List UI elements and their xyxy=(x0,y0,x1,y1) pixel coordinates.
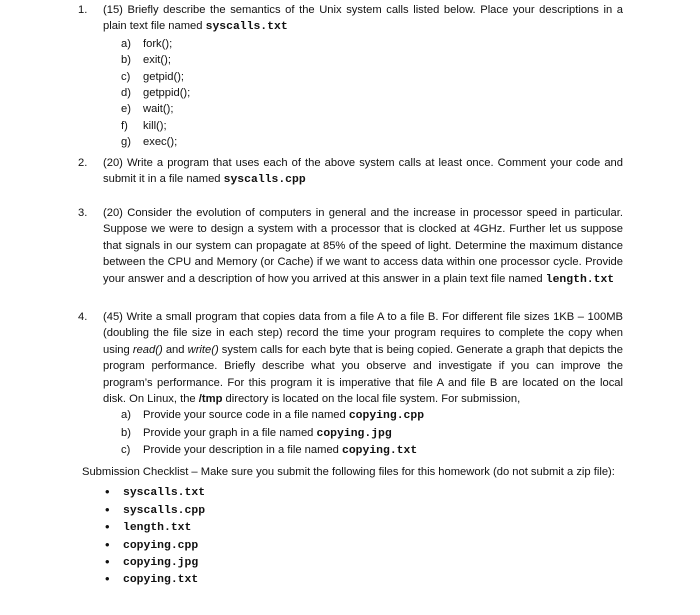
bullet-icon: • xyxy=(105,484,110,500)
filename: copying.txt xyxy=(123,574,199,587)
list-item xyxy=(105,537,622,554)
filename: copying.cpp xyxy=(348,410,425,423)
filename: copying.jpg xyxy=(123,557,199,570)
checklist-intro: Submission Checklist – Make sure you submit the following files for this homework (do not submit a zip file): xyxy=(82,466,615,478)
bullet-icon: • xyxy=(105,519,110,535)
question-number: 4. xyxy=(78,311,88,323)
bullet-icon: • xyxy=(105,554,110,570)
list-item: a) Provide your source code in a file named copying.cpp xyxy=(121,409,425,423)
filename: length.txt xyxy=(545,273,615,286)
list-item: c) Provide your description in a file named copying.txt xyxy=(121,444,418,458)
list-item: b) exit(); xyxy=(121,54,171,67)
question-4 xyxy=(78,309,623,460)
filename: syscalls.cpp xyxy=(123,504,206,517)
question-3 xyxy=(78,205,623,288)
question-number: 3. xyxy=(78,207,88,219)
list-item xyxy=(105,519,622,536)
filename: syscalls.txt xyxy=(205,21,288,34)
filename: syscalls.txt xyxy=(123,487,206,500)
list-item: d) getppid(); xyxy=(121,87,191,100)
filename: length.txt xyxy=(123,522,192,535)
list-item: e) wait(); xyxy=(121,103,174,116)
question-1 xyxy=(78,2,623,151)
list-item: b) Provide your graph in a file named copying.jpg xyxy=(121,426,392,440)
tmp-directory: /tmp xyxy=(198,393,223,406)
question-text: (15) Briefly describe the semantics of the Unix system calls listed below. Place your descriptions in a plain text file named syscalls.txt xyxy=(103,4,623,34)
list-item: c) getpid(); xyxy=(121,70,185,83)
bullet-icon: • xyxy=(105,571,110,587)
filename: syscalls.cpp xyxy=(223,174,306,187)
question-text: (20) Consider the evolution of computers in general and the increase in processor speed in particular. Suppose we were to design a system with a processor that is clocked at 4GHz. Further let us suppose that signals in our system can propagate at 85% of the speed of light. Determine the maximum distance between the CPU and Memory (or Cache) if we want to access data within one processor cycle. Provide your answer and a description of how you arrived at this answer in a plain text file named length.txt xyxy=(103,207,623,286)
submission-checklist xyxy=(82,464,622,589)
write-call: write() xyxy=(187,343,219,356)
question-number: 2. xyxy=(78,157,88,169)
list-item xyxy=(105,502,622,519)
list-item xyxy=(105,484,622,501)
question-2 xyxy=(78,155,623,189)
list-item: f) kill(); xyxy=(121,119,167,132)
question-text: (45) Write a small program that copies data from a file A to a file B. For different file sizes 1KB – 100MB (doubling the file size in each step) record the time your program requires to complete the copy when using read() and write() system calls for each byte that is being copied. Generate a graph that depicts the program performance. Briefly describe what you observe and investigate if you can improve the program’s performance. For this program it is imperative that file A and file B are located on the local disk. On Linux, the /tmp directory is located on the local file system. For submission, xyxy=(103,311,623,406)
question-text: (20) Write a program that uses each of the above system calls at least once. Comment your code and submit it in a file named syscalls.cpp xyxy=(103,157,623,187)
question-number: 1. xyxy=(78,4,88,16)
list-item: a) fork(); xyxy=(121,37,173,50)
list-item xyxy=(105,554,622,571)
filename: copying.jpg xyxy=(316,427,392,440)
list-item: g) exec(); xyxy=(121,136,178,149)
list-item xyxy=(105,571,622,588)
bullet-icon: • xyxy=(105,536,110,552)
bullet-icon: • xyxy=(105,501,110,517)
read-call: read() xyxy=(132,343,163,356)
filename: copying.cpp xyxy=(123,539,199,552)
filename: copying.txt xyxy=(342,445,418,458)
